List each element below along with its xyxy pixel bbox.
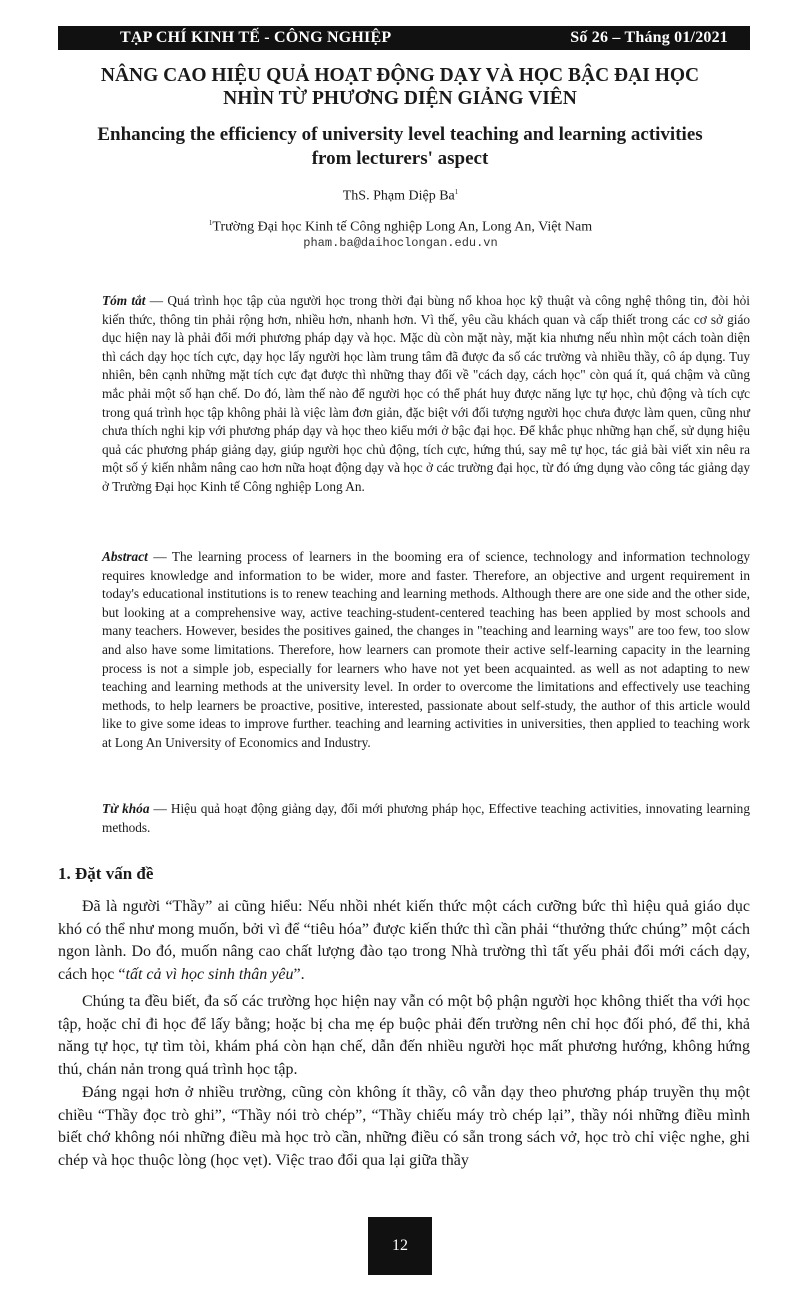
author-affiliation bbox=[0, 219, 801, 236]
abstract-en-label: Abstract bbox=[102, 549, 148, 564]
body-paragraph-1 bbox=[58, 896, 750, 986]
affiliation-sup: 1 bbox=[208, 219, 213, 227]
p1-text: Đã là người “Thầy” ai cũng hiểu: Nếu nhồi nhét kiến thức một cách cưỡng bức thì hiệu quả giáo dục khó có thể như mong muốn, bởi vì để “tiêu hóa” được kiến thức thì cần phải “thưởng thức chúng” một cách ngon lành. Do đó, muốn nâng cao chất lượng đào tạo trong Nhà trường thì tất yếu phải đổi mới cách dạy, cách học “ bbox=[58, 898, 750, 983]
title-en-line1: Enhancing the efficiency of university level teaching and learning activities bbox=[97, 124, 703, 145]
title-vn-line2: NHÌN TỪ PHƯƠNG DIỆN GIẢNG VIÊN bbox=[223, 88, 577, 109]
page-number: 12 bbox=[368, 1217, 432, 1275]
keywords-label: Từ khóa bbox=[102, 801, 150, 816]
journal-name: TẠP CHÍ KINH TẾ - CÔNG NGHIỆP bbox=[120, 29, 392, 46]
section-heading: 1. Đặt vấn đề bbox=[58, 864, 154, 883]
title-vn-line1: NÂNG CAO HIỆU QUẢ HOẠT ĐỘNG DẠY VÀ HỌC BẬC ĐẠI HỌC bbox=[100, 65, 700, 86]
keywords bbox=[102, 800, 750, 837]
author-line bbox=[0, 188, 801, 205]
body-paragraph-3: Đáng ngại hơn ở nhiều trường, cũng còn không ít thầy, cô vẫn dạy theo phương pháp truyền thụ một chiều “Thầy đọc trò ghi”, “Thầy nói trò chép”, “Thầy chiếu máy trò chép lại”, thầy nói những điều mình biết chớ không nói những điều mà học trò cần, những điều có sẵn trong sách vở, học trò chỉ việc nghe, ghi chép và học thuộc lòng (học vẹt). Việc trao đổi qua lại giữa thầy bbox=[58, 1084, 750, 1169]
keywords-text: — Hiệu quả hoạt động giảng dạy, đổi mới phương pháp học, Effective teaching activities, innovating learning methods. bbox=[102, 801, 750, 835]
title-english bbox=[40, 123, 760, 171]
p1-end: ”. bbox=[293, 965, 305, 983]
abstract-vn-label: Tóm tắt bbox=[102, 293, 146, 308]
abstract-vietnamese bbox=[102, 292, 750, 497]
author-sup: 1 bbox=[454, 188, 459, 196]
affiliation-text: Trường Đại học Kinh tế Công nghiệp Long An, Long An, Việt Nam bbox=[212, 219, 593, 235]
author-email: pham.ba@daihoclongan.edu.vn bbox=[303, 236, 498, 250]
author-name: ThS. Phạm Diệp Ba bbox=[342, 188, 455, 204]
abstract-english bbox=[102, 548, 750, 753]
abstract-en-text: — The learning process of learners in the booming era of science, technology and information technology requires knowledge and information to be wider, more and faster. Therefore, an objective and urgent requirement in today's educational institutions is to renew teaching and learning methods. Although there are one side and the other side, but looking at a comprehensive way, active teaching-student-centered teaching has been applied by most schools and many teachers. However, besides the positives gained, the changes in "teaching and learning ways" are too few, too slow and also have some limitations. Therefore, how learners can promote their active self-learning capacity in the learning process is not a simple job, especially for learners who have not yet been acquainted. as well as not adapting to new teaching and learning methods at the university level. In order to overcome the limitations and effectively use teaching methods, to help learners be proactive, positive, interested, passionate about self-study, the author of this article would like to give some ideas to improve further. teaching and learning activities in universities, then applied to teaching work at Long An University of Economics and Industry. bbox=[102, 549, 750, 750]
title-en-line2: from lecturers' aspect bbox=[311, 148, 489, 169]
body-paragraph-2: Chúng ta đều biết, đa số các trường học hiện nay vẫn có một bộ phận người học không thiết tha với học tập, hoặc chỉ đi học để lấy bằng; hoặc bị cha mẹ ép buộc phải đến trường nên chỉ học đối phó, để thi, khả năng tự học, tự tìm tòi, khám phá còn hạn chế, dẫn đến nhiều người học mất phương hướng, không hứng thú, chán nản trong quá trình học tập. bbox=[58, 993, 750, 1078]
p1-italic: tất cả vì học sinh thân yêu bbox=[125, 965, 294, 983]
abstract-vn-text: — Quá trình học tập của người học trong thời đại bùng nổ khoa học kỹ thuật và công nghệ thông tin, đòi hỏi kiến thức, thông tin phải rộng hơn, nhiều hơn, nhanh hơn. Vì thế, yêu cầu khách quan và cấp thiết trong các cơ sở giáo dục hiện nay là phải đổi mới phương pháp dạy và học. Mặc dù còn mặt này, mặt kia nhưng nếu nhìn một cách toàn diện thì cách dạy học tích cực, dạy học lấy người học làm trung tâm đã được đa số các trường và nhiều thầy, cô áp dụng. Tuy nhiên, bên cạnh những mặt tích cực đạt được thì những thay đổi về "cách dạy, cách học" còn quá ít, quá chậm và cũng mắc phải một số hạn chế. Do đó, làm thế nào để người học có thể phát huy được năng lực tự học, chủ động và tích cực trong quá trình học tập không phải là việc làm đơn giản, đặc biệt với đối tượng người học chưa được làm quen, cũng như chưa thích nghi kịp với phương pháp dạy và học theo kiểu mới ở bậc đại học. Để khắc phục những hạn chế, sử dụng hiệu quả các phương pháp giảng dạy, giúp người học chủ động, tích cực, hứng thú, say mê tự học, tác giả bài viết xin nêu ra một số ý kiến nhằm nâng cao hơn nữa hoạt động dạy và học ở các trường đại học, từ đó ứng dụng vào công tác giảng dạy ở Trường Đại học Kinh tế Công nghiệp Long An. bbox=[102, 293, 750, 494]
title-vietnamese bbox=[40, 64, 760, 110]
issue-info: Số 26 – Tháng 01/2021 bbox=[570, 29, 728, 46]
journal-header-bar bbox=[58, 26, 750, 50]
